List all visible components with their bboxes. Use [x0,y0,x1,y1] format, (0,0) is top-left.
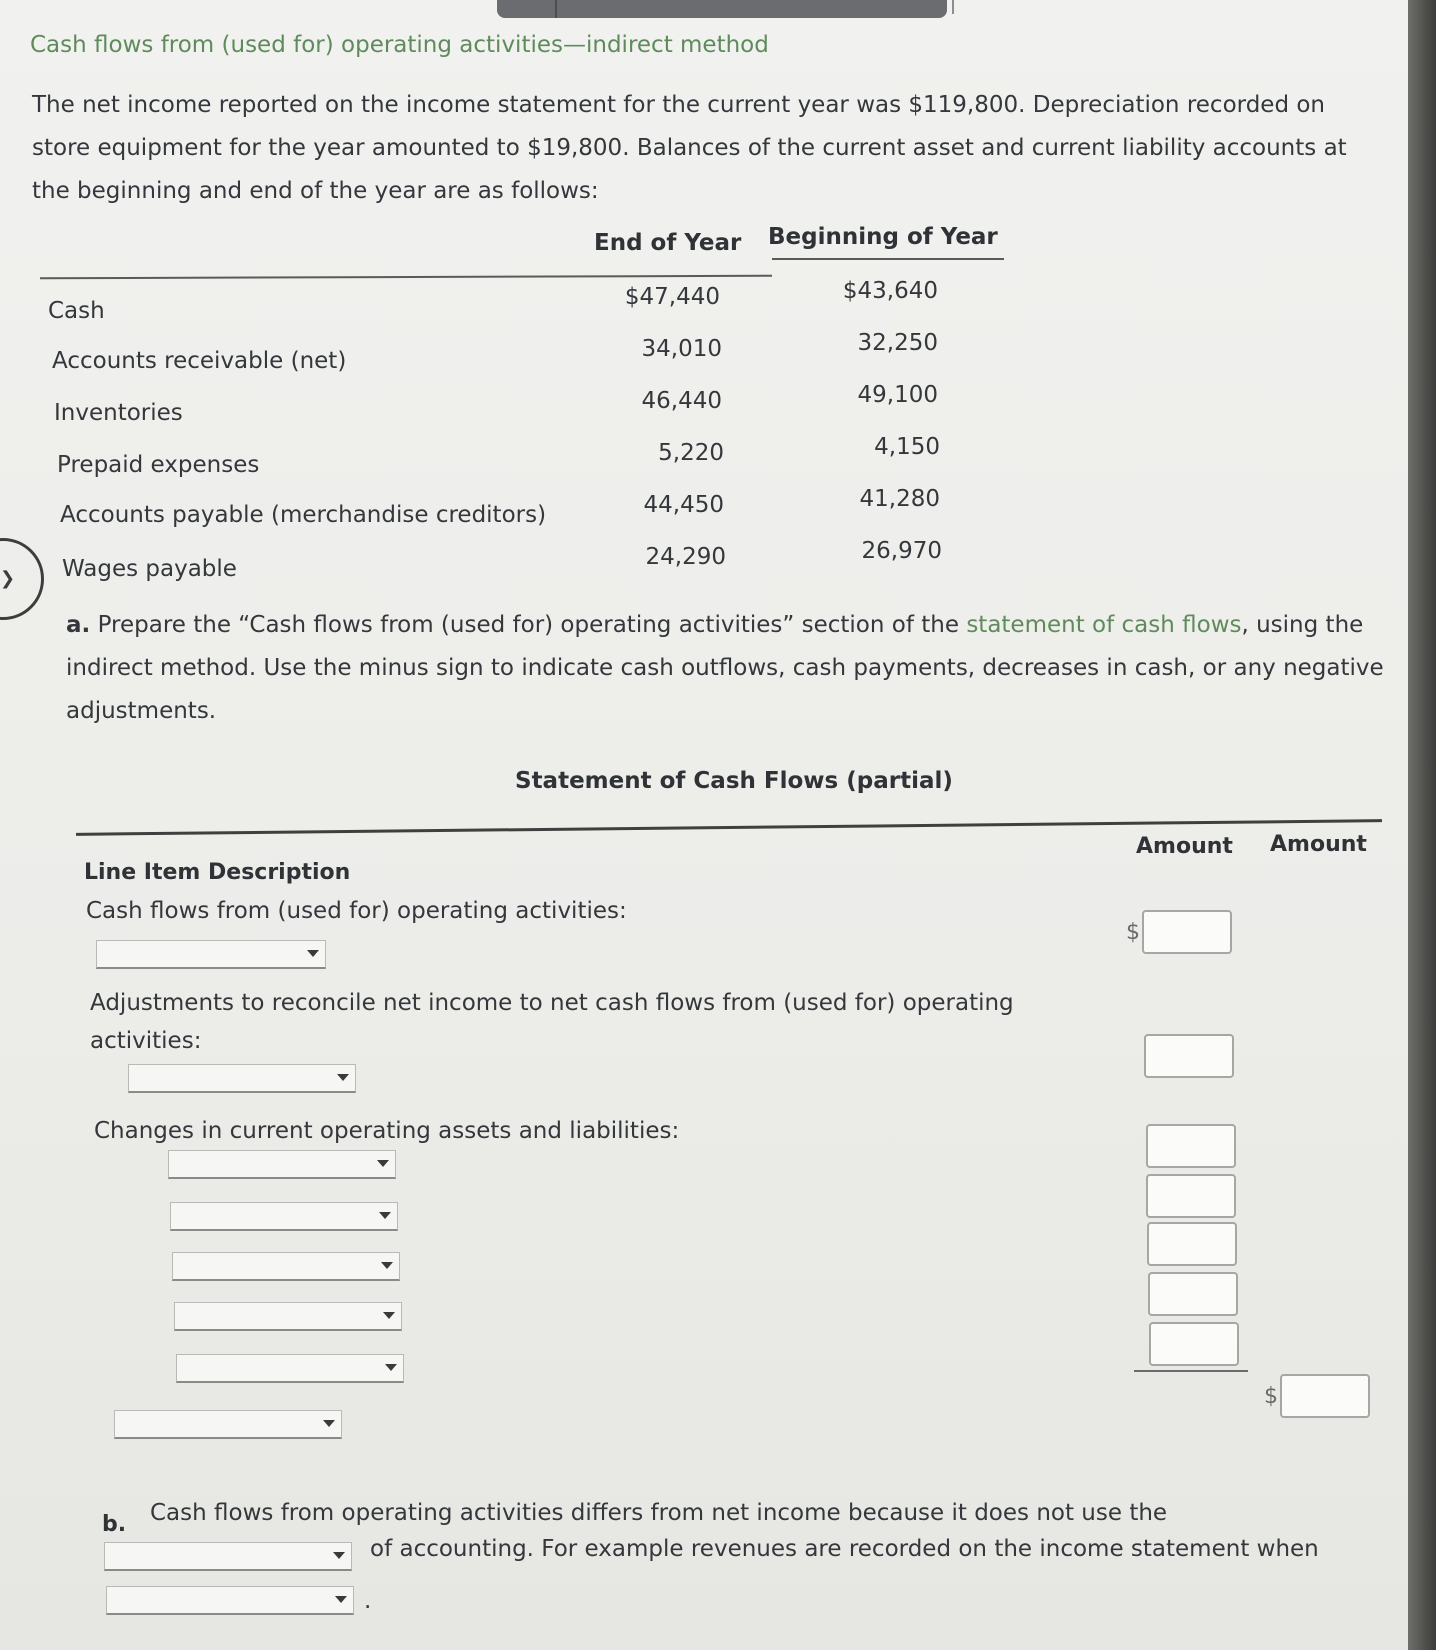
part-b-text: Cash flows from operating activities differs from net income because it does not use the [150,1500,1168,1526]
chevron-down-icon [307,950,319,957]
balance-begin-value: 4,150 [874,434,940,460]
intro-line: The net income reported on the income statement for the current year was $119,800. Depreciation recorded on [32,92,1325,118]
change-item-dropdown[interactable] [170,1202,398,1231]
balance-begin-value: 32,250 [857,330,938,356]
chevron-right-icon: ❯ [0,568,16,589]
top-tab-bar[interactable] [497,0,947,18]
changes-label: Changes in current operating assets and liabilities: [94,1118,680,1144]
currency-symbol: $ [1264,1384,1278,1409]
part-a-text: adjustments. [66,698,217,724]
header-rule [772,258,1004,260]
part-a-instructions [66,604,1386,733]
chevron-down-icon [335,1596,347,1603]
adjustment-dropdown[interactable] [128,1064,356,1093]
tab-separator [555,0,557,18]
part-a-text: , using the [1241,612,1364,638]
change-amount-input[interactable] [1148,1272,1238,1316]
change-item-dropdown[interactable] [172,1252,400,1281]
balance-end-value: 34,010 [641,336,722,362]
intro-line: store equipment for the year amounted to $19,800. Balances of the current asset and current liability accounts at [32,135,1347,161]
net-cash-flow-amount-input[interactable] [1280,1374,1370,1418]
balance-row-label: Wages payable [62,556,237,582]
change-amount-input[interactable] [1146,1124,1236,1168]
chevron-down-icon [323,1420,335,1427]
accounting-basis-dropdown[interactable] [104,1542,352,1571]
chevron-down-icon [385,1364,397,1371]
balance-begin-value: 41,280 [859,486,940,512]
balance-end-value: 44,450 [643,492,724,518]
operating-activities-label: Cash flows from (used for) operating activities: [86,898,627,924]
balance-begin-value: $43,640 [842,278,938,304]
balance-row-label: Accounts receivable (net) [52,348,347,374]
change-item-dropdown[interactable] [168,1150,396,1179]
statement-of-cash-flows-link[interactable]: statement of cash flows [966,612,1242,638]
balance-row-label: Prepaid expenses [57,452,260,478]
change-amount-input[interactable] [1146,1174,1236,1218]
balance-end-value: $47,440 [624,284,720,310]
balance-end-value: 24,290 [645,544,726,570]
chevron-down-icon [381,1262,393,1269]
balance-row-label: Inventories [54,400,183,426]
line-item-description-header: Line Item Description [84,860,351,885]
adjustments-label: Adjustments to reconcile net income to net cash flows from (used for) operating [90,990,1014,1016]
adjustment-amount-input[interactable] [1144,1034,1234,1078]
net-cash-flow-dropdown[interactable] [114,1410,342,1439]
chevron-down-icon [379,1212,391,1219]
chevron-down-icon [333,1552,345,1559]
balance-end-value: 5,220 [658,440,724,466]
statement-title: Statement of Cash Flows (partial) [515,768,953,794]
part-a-text: indirect method. Use the minus sign to indicate cash outflows, cash payments, decreases in cash, or any negative [66,655,1384,681]
change-amount-input[interactable] [1147,1222,1237,1266]
subtotal-rule [1134,1370,1248,1372]
balance-end-value: 46,440 [641,388,722,414]
currency-symbol: $ [1126,920,1140,945]
part-b-period: . [364,1588,372,1614]
part-b-label: b. [102,1512,127,1537]
tab-handle [952,0,954,14]
balance-begin-value: 26,970 [861,538,942,564]
part-a-label: a. [66,612,91,638]
change-item-dropdown[interactable] [174,1302,402,1331]
balance-row-label: Cash [48,298,105,324]
amount-column-header-2: Amount [1270,832,1367,857]
chevron-down-icon [377,1160,389,1167]
page-title: Cash flows from (used for) operating activities—indirect method [30,32,769,58]
problem-intro [32,84,1382,213]
change-amount-input[interactable] [1149,1322,1239,1366]
header-beginning-of-year: Beginning of Year [768,224,998,250]
balance-row-label: Accounts payable (merchandise creditors) [60,502,547,528]
net-income-dropdown[interactable] [96,940,326,969]
chevron-down-icon [337,1074,349,1081]
intro-line: the beginning and end of the year are as follows: [32,178,599,204]
chevron-down-icon [383,1312,395,1319]
change-item-dropdown[interactable] [176,1354,404,1383]
net-income-amount-input[interactable] [1142,910,1232,954]
revenue-recognition-dropdown[interactable] [106,1586,354,1615]
adjustments-label: activities: [90,1028,202,1054]
amount-column-header-1: Amount [1136,834,1233,859]
part-b-text: of accounting. For example revenues are recorded on the income statement when [370,1536,1319,1562]
screen-edge [1408,0,1436,1650]
balance-begin-value: 49,100 [857,382,938,408]
part-a-text: Prepare the “Cash flows from (used for) operating activities” section of the [90,612,967,638]
header-end-of-year: End of Year [594,230,742,256]
